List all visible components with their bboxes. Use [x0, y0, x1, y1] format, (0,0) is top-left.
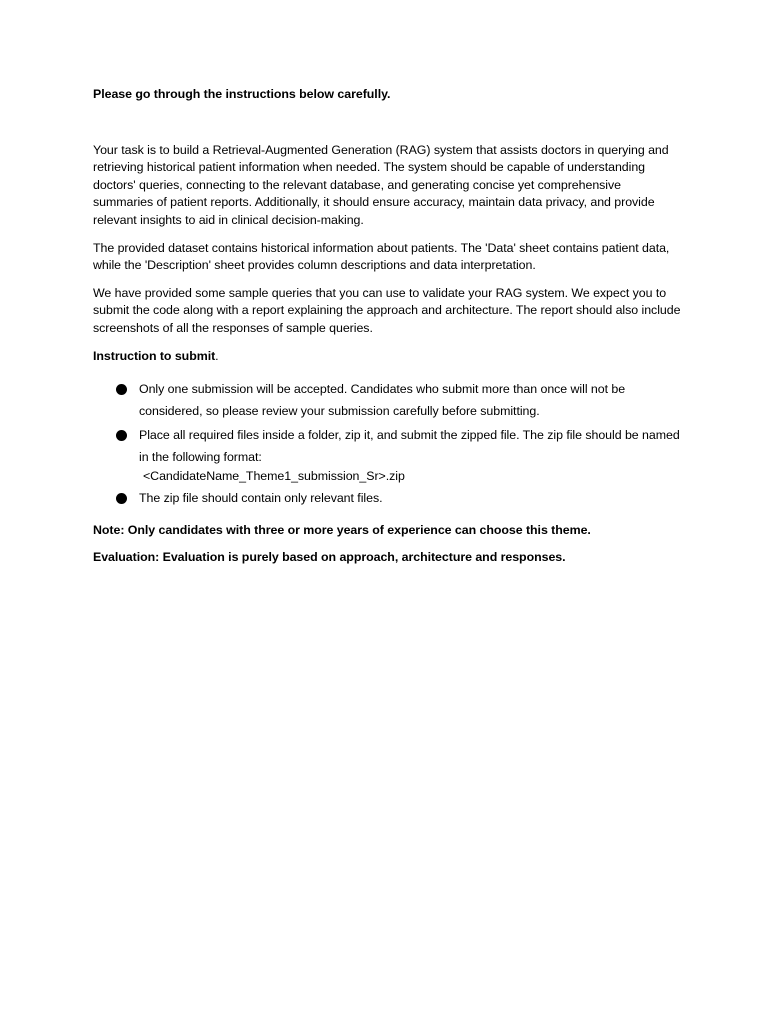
- list-item: [93, 425, 683, 485]
- instruction-heading-text: Instruction to submit: [93, 348, 216, 363]
- bullet-icon: [116, 493, 127, 504]
- file-name-format: <CandidateName_Theme1_submission_Sr>.zip: [143, 469, 405, 484]
- bullet-icon: [116, 430, 127, 441]
- list-item: [93, 379, 683, 422]
- submission-rules-list: [93, 379, 683, 510]
- bullet-text-one-submission: Only one submission will be accepted. Candidates who submit more than once will not be considered, so please review your submission carefully before submitting.: [139, 382, 626, 418]
- dataset-paragraph: The provided dataset contains historical information about patients. The 'Data' sheet contains patient data, while the 'Description' sheet provides column descriptions and data interpretation.: [93, 240, 670, 273]
- experience-note: Note: Only candidates with three or more years of experience can choose this theme.: [93, 522, 591, 537]
- instruction-heading-period: .: [215, 348, 219, 363]
- document-body: [93, 86, 683, 567]
- instructions-heading: Please go through the instructions below carefully.: [93, 87, 391, 101]
- bullet-icon: [116, 384, 127, 395]
- bullet-text-zip-folder: Place all required files inside a folder, zip it, and submit the zipped file. The zip file should be named in the following format:: [139, 428, 680, 464]
- sample-queries-paragraph: We have provided some sample queries that you can use to validate your RAG system. We expect you to submit the code along with a report explaining the approach and architecture. The report should also include screenshots of all the responses of sample queries.: [93, 285, 681, 335]
- bullet-text-relevant-files: The zip file should contain only relevant files.: [139, 491, 383, 506]
- instruction-to-submit-heading: [93, 348, 683, 366]
- evaluation-note: Evaluation: Evaluation is purely based on approach, architecture and responses.: [93, 550, 566, 565]
- task-paragraph: Your task is to build a Retrieval-Augmented Generation (RAG) system that assists doctors in querying and retrieving historical patient information when needed. The system should be capable of understanding doctors' queries, connecting to the relevant database, and generating concise yet comprehensive summaries of patient reports. Additionally, it should ensure accuracy, maintain data privacy, and provide relevant insights to aid in clinical decision-making.: [93, 142, 669, 227]
- list-item: [93, 488, 683, 510]
